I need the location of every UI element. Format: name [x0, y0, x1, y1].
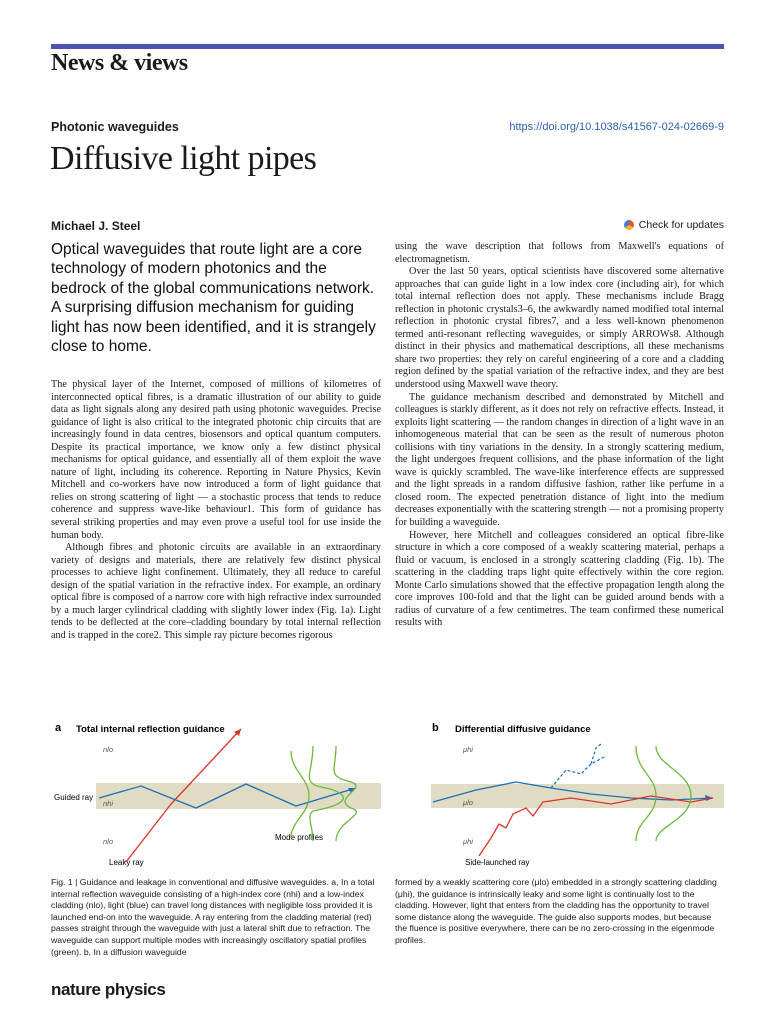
guided-ray-label: Guided ray — [54, 793, 94, 802]
check-updates-icon — [624, 220, 634, 230]
paragraph: Over the last 50 years, optical scientists have discovered some alternative approaches that can guide light in a low index core (including air), for which total internal reflection does not apply. These mechanisms include Bragg reflection in photonic crystals3–6, the awkwardly named modified total internal reflection in photonic crystal fibres7, and a less well-known phenomenon termed anti-resonant reflecting waveguides, or simply ARROWs8. Although distinct in their physics and mathematical descriptions, all these mechanisms share two properties: they rely on careful engineering of a core and a cladding region defined by the spatial variation of the refractive index, and they are best understood using Maxwell wave theory. — [395, 266, 724, 391]
standfirst: Optical waveguides that route light are a core technology of modern photonics and the bedrock of the global communications network. A surprising diffusion mechanism for guiding light has now been identified, and it is strangely close to home. — [51, 241, 376, 356]
mu-hi-top-label: μhi — [463, 745, 473, 754]
figure-caption-right: formed by a weakly scattering core (μlo) embedded in a strongly scattering cladding (μhi), the guidance is intrinsically leaky and some light is continually lost to the cladding. However, light that enters from the cladding has the opportunity to travel some distance along the waveguide. The guide also supports modes, but because the fluence is positive everywhere, there can be no zero-crossing in the eigenmode profiles. — [395, 877, 717, 945]
paragraph: However, here Mitchell and colleagues considered an optical fibre-like structure in which a core composed of a weakly scattering material, perhaps a fluid or vacuum, is enclosed in a strongly scattering cladding (Fig. 1b). The scattering in the cladding traps light quite effectively within the core region. Monte Carlo simulations showed that the effective propagation length along the core improves 100-fold and that the light can be guided around bends with a radius of curvature of a few centimetres. The team confirmed these numerical results with — [395, 529, 724, 629]
n-hi-label: nhi — [103, 799, 114, 808]
check-updates-label: Check for updates — [638, 219, 724, 231]
figure-1 — [51, 716, 724, 876]
panel-b-label: b — [432, 722, 439, 734]
panel-b-title: Differential diffusive guidance — [455, 724, 591, 735]
n-lo-top-label: nlo — [103, 745, 114, 754]
side-launched-label: Side-launched ray — [465, 858, 530, 867]
paragraph: The physical layer of the Internet, composed of millions of kilometres of interconnected optical fibres, is a dramatic illustration of our ability to guide data as light signals along any desired path using photonic waveguides. Precise guidance of light is also critical to the integrated photonic chip circuits that are increasingly found in data centres, biosensors and optical quantum computers. Despite its practical importance, we know only a few distinct physical mechanisms for optical guidance, and essentially all of them exploit the wave nature of light, including its coherence. Reporting in Nature Physics, Kevin Mitchell and co-workers have now introduced a form of light guidance that relies on strong scattering of light — a stochastic process that tends to reduce coherence and suppress wave-like behaviour1. This form of guidance has several striking properties and may even prove a useful tool for use inside the human body. — [51, 379, 381, 541]
leaky-ray-label: Leaky ray — [109, 858, 144, 867]
body-column-1 — [51, 379, 381, 642]
panel-a-title: Total internal reflection guidance — [76, 724, 225, 735]
paragraph: The guidance mechanism described and demonstrated by Mitchell and colleagues is starkly different, as it does not rely on refractive effects. Instead, it exploits light scattering — the random changes in direction of a light wave in an inhomogeneous material that can be seen as the result of numerous photon collisions with tiny variations in the density. In a strongly scattering medium, the light undergoes frequent collisions, and the phase information of the light wave is quickly scrambled. The wave-like interference effects are suppressed and the light spreads in a random diffusive fashion, rather like perfume in a closed room. The expected penetration distance of light into the medium decreases exponentially with the scattering strength — not a promising property for building a waveguide. — [395, 391, 724, 529]
header-rule — [51, 44, 724, 49]
panel-a-label: a — [55, 722, 62, 734]
figure-caption-left: Fig. 1 | Guidance and leakage in conventional and diffusive waveguides. a, In a total internal reflection waveguide consisting of a high-index core (nhi) and a low-index cladding (nlo), light (blue) can travel long distances with negligible loss provided it is launched end-on into the waveguide. A ray entering from the cladding material (red) passes straight through the waveguide with just a lateral shift due to refraction. The waveguide can support multiple modes with increasingly oscillatory spatial profiles (green). b, In a diffusion waveguide — [51, 877, 375, 957]
author-name: Michael J. Steel — [51, 219, 141, 233]
doi-link[interactable]: https://doi.org/10.1038/s41567-024-02669-9 — [509, 121, 724, 133]
paragraph: Although fibres and photonic circuits are available in an extraordinary variety of designs and materials, there are relatively few distinct physical processes to achieve light confinement. Ultimately, they all reduce to careful design of the spatial variation in the refractive index. For example, an ordinary optical fibre is composed of a narrow core with high refractive index surrounded by a much larger cylindrical cladding with slightly lower index (Fig. 1a). Light tends to be deflected at the core–cladding boundary by total internal reflection and is trapped in the core2. This simple ray picture becomes rigorous — [51, 542, 381, 641]
section-label: Photonic waveguides — [51, 120, 179, 134]
core-region-b — [431, 784, 724, 808]
scattered-ray-2 — [591, 744, 601, 764]
mode-profiles-label: Mode profiles — [275, 833, 324, 842]
journal-footer: nature physics — [51, 980, 166, 999]
body-column-2 — [395, 241, 724, 630]
n-lo-bottom-label: nlo — [103, 837, 114, 846]
article-title: Diffusive light pipes — [50, 140, 317, 177]
check-updates-button[interactable] — [624, 219, 724, 231]
mu-hi-bottom-label: μhi — [463, 837, 473, 846]
brand-title: News & views — [51, 50, 188, 76]
paragraph: using the wave description that follows from Maxwell's equations of electromagnetism. — [395, 241, 724, 265]
mu-lo-label: μlo — [463, 798, 473, 807]
scattered-ray-1 — [551, 756, 606, 788]
